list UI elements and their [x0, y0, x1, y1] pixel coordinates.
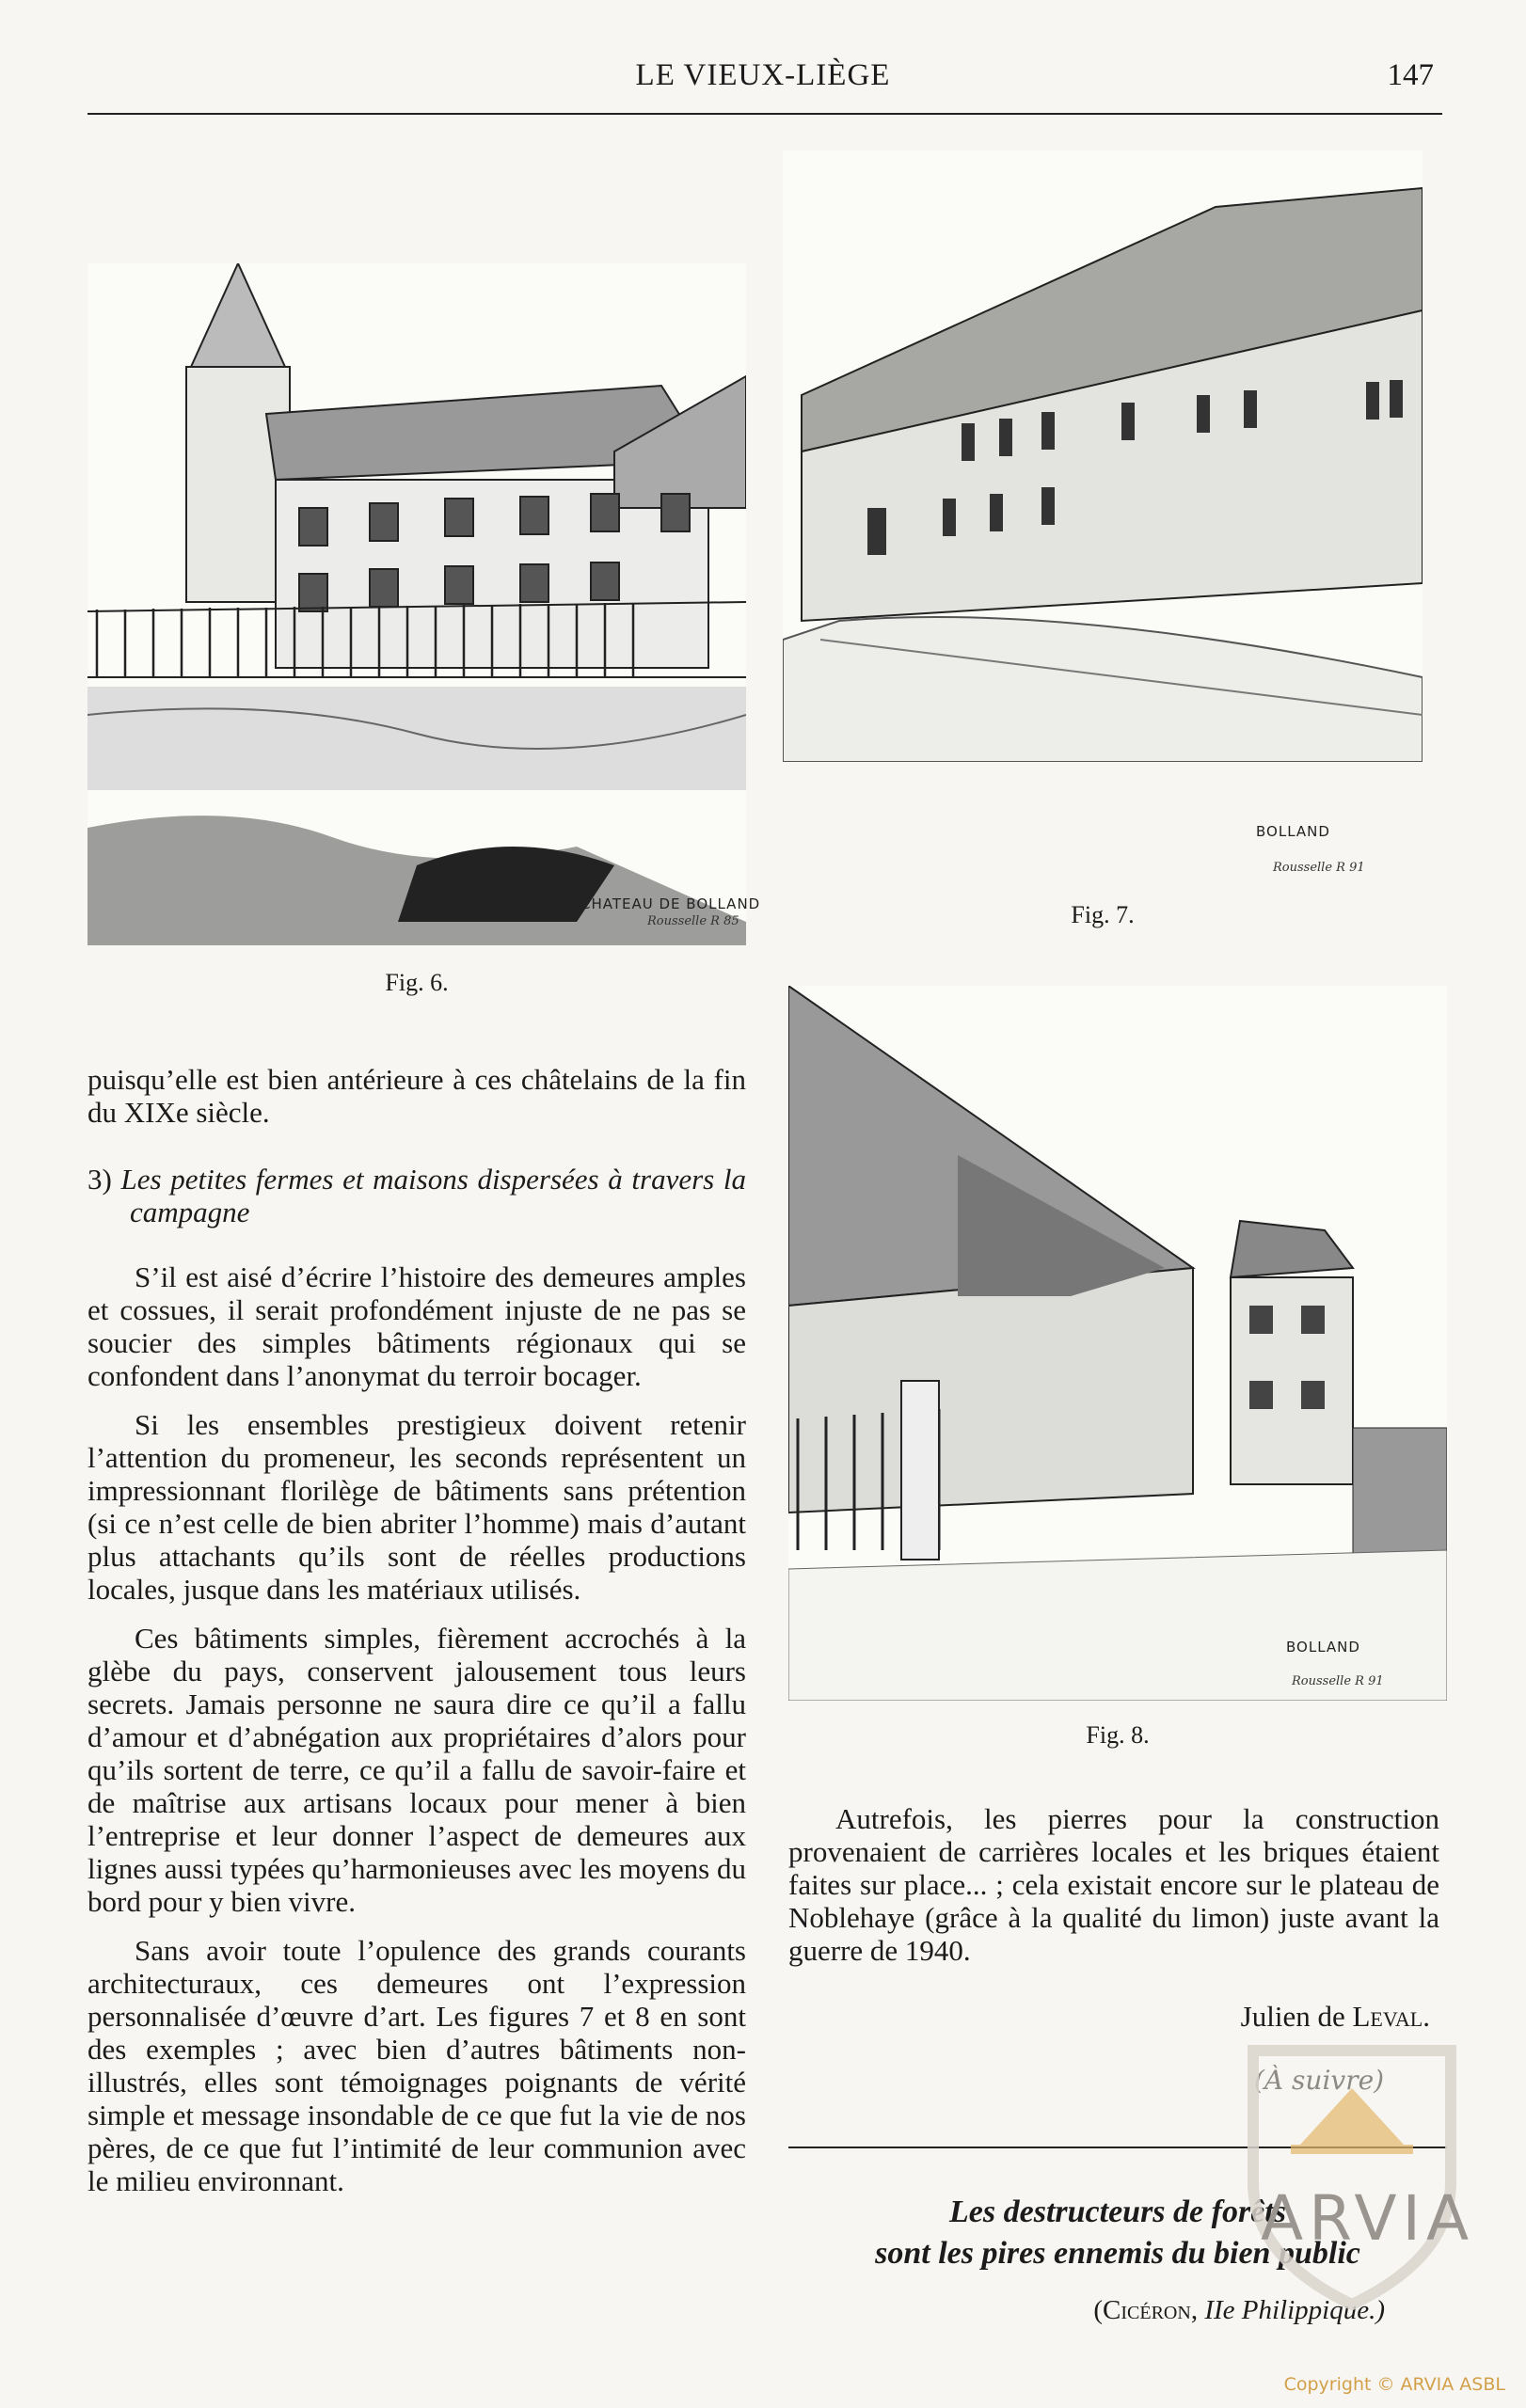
figure-6-stamp: CHATEAU DE BOLLAND: [580, 895, 761, 912]
author-surname: Leval.: [1352, 2000, 1430, 2033]
village-street-illustration: [788, 986, 1447, 1701]
chateau-illustration: [87, 263, 746, 945]
figure-7-caption: Fig. 7.: [1071, 901, 1135, 928]
section-number: 3): [87, 1163, 112, 1196]
figure-7-drawing: [783, 150, 1423, 762]
figure-8-stamp: BOLLAND: [1286, 1639, 1360, 1656]
watermark-copyright: Copyright © ARVIA ASBL: [1283, 2374, 1505, 2395]
header-rule: [87, 113, 1442, 115]
section-title: Les petites fermes et maisons dispersées à travers la campagne: [120, 1163, 747, 1228]
figure-8-drawing: [788, 986, 1447, 1701]
body-paragraph-3: Ces bâtiments simples, fièrement accrochés à la glèbe du pays, conservent jalousement tous leurs secrets. Jamais personne ne saura dire ce qu’il a fallu d’amour et d’abnégation aux propriétaires d’alors pour qu’ils sortent de terre, ce qu’il a fallu de savoir-faire et de maîtrise aux artisans locaux pour mener à bien l’entreprise et leur donner l’aspect de demeures aux lignes aussi typées qu’harmonieuses avec les moyens du bord pour y bien vivre.: [87, 1622, 746, 1918]
figure-7-stamp: BOLLAND: [1256, 823, 1330, 840]
figure-6-drawing: [87, 263, 746, 945]
farmhouse-illustration: [783, 150, 1423, 762]
figure-6-signature: Rousselle R 85: [647, 914, 739, 928]
running-header-title: LE VIEUX-LIÈGE: [635, 58, 891, 92]
quote-work: IIe Philippique.): [1204, 2295, 1385, 2325]
quote-attribution: (Cicéron, IIe Philippique.): [1093, 2295, 1385, 2325]
watermark-brand: ARVIA: [1261, 2182, 1475, 2255]
figure-8-signature: Rousselle R 91: [1292, 1674, 1384, 1688]
figure-7-signature: Rousselle R 91: [1273, 861, 1365, 875]
page-number: 147: [1387, 58, 1434, 92]
to-be-continued: (À suivre): [1254, 2065, 1385, 2096]
quote-line-1: Les destructeurs de forêts: [949, 2194, 1286, 2229]
author-signature: Julien de Leval.: [1240, 2000, 1430, 2033]
quote-author: Cicéron,: [1103, 2295, 1199, 2325]
continuation-paragraph: puisqu’elle est bien antérieure à ces châtelains de la fin du XIXe siècle.: [87, 1063, 746, 1129]
body-paragraph-4: Sans avoir toute l’opulence des grands courants architecturaux, ces demeures ont l’expression personnalisée d’œuvre d’art. Les figures 7 et 8 en sont des exemples ; avec bien d’autres bâtiments non-illustrés, elles sont témoignages poignants de vérité simple et message insondable de ce que fut la vie de nos pères, de ce que fut l’intimité de leur communion avec le milieu environnant.: [87, 1934, 746, 2197]
arvia-shield-icon: [1234, 2032, 1470, 2314]
figure-6-caption: Fig. 6.: [385, 969, 449, 996]
right-column-paragraph: Autrefois, les pierres pour la construction provenaient de carrières locales et les briques étaient faites sur place... ; cela existait encore sur le plateau de Noblehaye (grâce à la qualité du limon) juste avant la guerre de 1940.: [788, 1802, 1439, 1967]
section-heading: [87, 1163, 746, 1228]
body-paragraph-1: S’il est aisé d’écrire l’histoire des demeures amples et cossues, il serait profondément injuste de ne pas se soucier des simples bâtiments régionaux qui se confondent dans l’anonymat du terroir bocager.: [87, 1260, 746, 1392]
body-paragraph-2: Si les ensembles prestigieux doivent retenir l’attention du promeneur, les seconds représentent un impressionnant florilège de bâtiments sans prétention (si ce n’est celle de bien abriter l’homme) mais d’autant plus attachants qu’ils sont de réelles productions locales, jusque dans les matériaux utilisés.: [87, 1408, 746, 1606]
left-column: [87, 1063, 746, 2197]
figure-8-caption: Fig. 8.: [1086, 1721, 1150, 1749]
quote-line-2: sont les pires ennemis du bien public: [875, 2236, 1360, 2271]
